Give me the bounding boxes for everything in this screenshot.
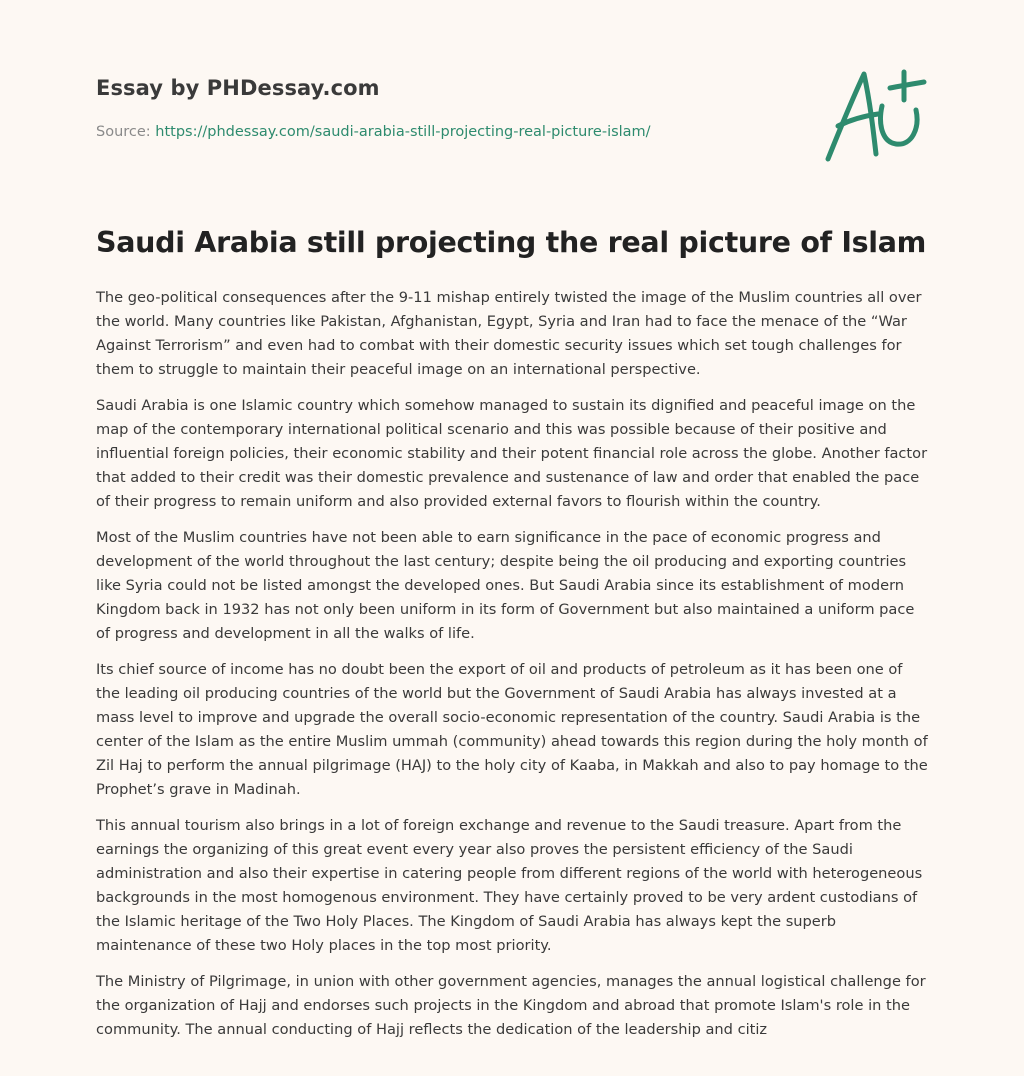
source-link[interactable]: https://phdessay.com/saudi-arabia-still-projecting-real-picture-islam/ [155,124,651,140]
a-plus-grade-icon [818,66,930,164]
site-brand: Essay by PHDessay.com [96,76,380,100]
article-title: Saudi Arabia still projecting the real picture of Islam [96,226,927,259]
paragraph: Saudi Arabia is one Islamic country which somehow managed to sustain its dignified and peaceful image on the map of the contemporary international political scenario and this was possible because of their positive and influential foreign policies, their economic stability and their potent financial role across the globe. Another factor that added to their credit was their domestic prevalence and sustenance of law and order that enabled the pace of their progress to remain uniform and also provided external favors to flourish within the country. [96,397,928,510]
paragraph: The Ministry of Pilgrimage, in union with other government agencies, manages the annual logistical challenge for the organization of Hajj and endorses such projects in the Kingdom and abroad that promote Islam's role in the community. The annual conducting of Hajj reflects the dedication of the leadership and citiz [96,973,926,1038]
source-label: Source: [96,124,156,140]
paragraph: Most of the Muslim countries have not been able to earn significance in the pace of economic progress and development of the world throughout the last century; despite being the oil producing and exporting countries like Syria could not be listed amongst the developed ones. But Saudi Arabia since its establishment of modern Kingdom back in 1932 has not only been uniform in its form of Government but also maintained a uniform pace of progress and development in all the walks of life. [96,529,915,642]
paragraph: Its chief source of income has no doubt been the export of oil and products of petroleum as it has been one of the leading oil producing countries of the world but the Government of Saudi Arabia has always invested at a mass level to improve and upgrade the overall socio-economic representation of the country. Saudi Arabia is the center of the Islam as the entire Muslim ummah (community) ahead towards this region during the holy month of Zil Haj to perform the annual pilgrimage (HAJ) to the holy city of Kaaba, in Makkah and also to pay homage to the Prophet’s grave in Madinah. [96,661,928,798]
article-body [96,286,928,1054]
paragraph: The geo-political consequences after the 9-11 mishap entirely twisted the image of the Muslim countries all over the world. Many countries like Pakistan, Afghanistan, Egypt, Syria and Iran had to face the menace of the “War Against Terrorism” and even had to combat with their domestic security issues which set tough challenges for them to struggle to maintain their peaceful image on an international perspective. [96,289,922,378]
source-line [96,124,651,140]
paragraph: This annual tourism also brings in a lot of foreign exchange and revenue to the Saudi treasure. Apart from the earnings the organizing of this great event every year also proves the persistent efficiency of the Saudi administration and also their expertise in catering people from different regions of the world with heterogeneous backgrounds in the most homogenous environment. They have certainly proved to be very ardent custodians of the Islamic heritage of the Two Holy Places. The Kingdom of Saudi Arabia has always kept the superb maintenance of these two Holy places in the top most priority. [96,817,923,954]
